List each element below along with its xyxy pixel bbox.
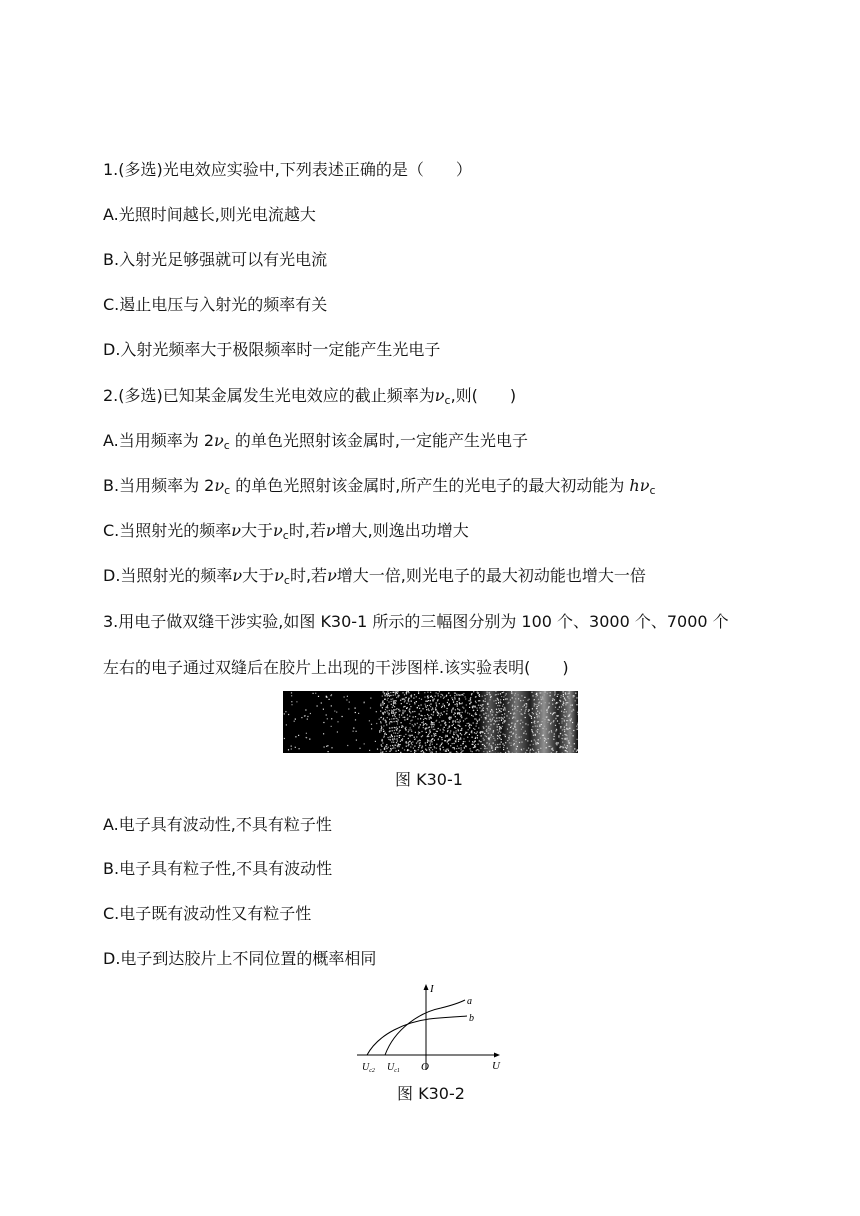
subscript-c: c [224,484,231,497]
q2-c-a: C.当照射光的频率 [103,521,232,540]
q1-stem: 1.(多选)光电效应实验中,下列表述正确的是（ ） [103,160,472,179]
nu-symbol: ν [274,566,284,585]
q3-stem-line2: 左右的电子通过双缝后在胶片上出现的干涉图样.该实验表明( ) [103,658,569,677]
curve-a-label: a [467,996,472,1007]
nu-symbol: ν [214,431,224,450]
nu-symbol: ν [327,566,337,585]
q2-option-a [103,430,528,457]
q1-option-a: A.光照时间越长,则光电流越大 [103,205,316,224]
figure-k30-2-caption: 图 K30-2 [397,1084,465,1103]
origin-label: O [421,1061,429,1073]
curve-b-label: b [469,1013,474,1024]
figure-k30-1-caption: 图 K30-1 [395,770,463,789]
q2-c-c: 时,若 [288,521,326,540]
q3-option-b: B.电子具有粒子性,不具有波动性 [103,859,333,878]
y-axis-arrow [424,984,429,990]
photocurrent-voltage-graph [355,978,505,1076]
q2-option-c [103,520,469,547]
q2-c-d: 增大,则逸出功增大 [335,521,469,540]
q2-a-pre: A.当用频率为 2 [103,431,215,450]
q1-option-c: C.遏止电压与入射光的频率有关 [103,295,328,314]
q2-option-b [103,475,656,502]
q1-option-d: D.入射光频率大于极限频率时一定能产生光电子 [103,340,441,359]
h-symbol: h [629,476,640,495]
q2-d-d: 增大一倍,则光电子的最大初动能也增大一倍 [336,566,646,585]
q2-d-c: 时,若 [289,566,328,585]
q2-d-b: 大于 [242,566,275,585]
q3-option-a: A.电子具有波动性,不具有粒子性 [103,815,332,834]
nu-symbol: ν [214,476,225,495]
q3-option-d: D.电子到达胶片上不同位置的概率相同 [103,949,377,968]
subscript-c: c [444,394,451,407]
nu-symbol: ν [639,476,650,495]
subscript-c: c [283,574,290,587]
q2-b-pre: B.当用频率为 2 [103,476,215,495]
axis-label-i: I [430,983,434,995]
uc1-main: U [387,1062,395,1073]
uc2-sub: c2 [369,1068,375,1074]
nu-symbol: ν [273,521,283,540]
q2-stem-text: 2.(多选)已知某金属发生光电效应的截止频率为 [103,386,435,405]
uc2-main: U [362,1062,370,1073]
q2-b-post: 的单色光照射该金属时,所产生的光电子的最大初动能为 [235,476,625,495]
x-axis-arrow [494,1053,500,1058]
nu-symbol: ν [231,521,241,540]
nu-symbol: ν [325,521,336,540]
subscript-c: c [223,439,230,452]
q3-option-c: C.电子既有波动性又有粒子性 [103,904,312,923]
axis-label-u: U [492,1060,500,1072]
nu-symbol: ν [232,566,243,585]
q2-a-post: 的单色光照射该金属时,一定能产生光电子 [234,431,529,450]
curve-b [367,1016,467,1055]
uc1-sub: c1 [394,1068,400,1074]
q2-stem-tail: ,则( ) [450,386,517,405]
interference-pattern-image [283,691,578,753]
q3-stem-line1: 3.用电子做双缝干涉实验,如图 K30-1 所示的三幅图分别为 100 个、3000 个、7000 个 [103,612,729,631]
q2-stem [103,385,516,412]
uc2-label [362,1062,375,1074]
q1-option-b: B.入射光足够强就可以有光电流 [103,250,328,269]
subscript-c: c [649,484,656,497]
q2-option-d [103,565,646,592]
q2-c-b: 大于 [241,521,274,540]
uc1-label [387,1062,400,1074]
curve-a [385,1000,465,1055]
nu-symbol: ν [434,386,445,405]
subscript-c: c [282,529,289,542]
q2-d-a: D.当照射光的频率 [103,566,233,585]
